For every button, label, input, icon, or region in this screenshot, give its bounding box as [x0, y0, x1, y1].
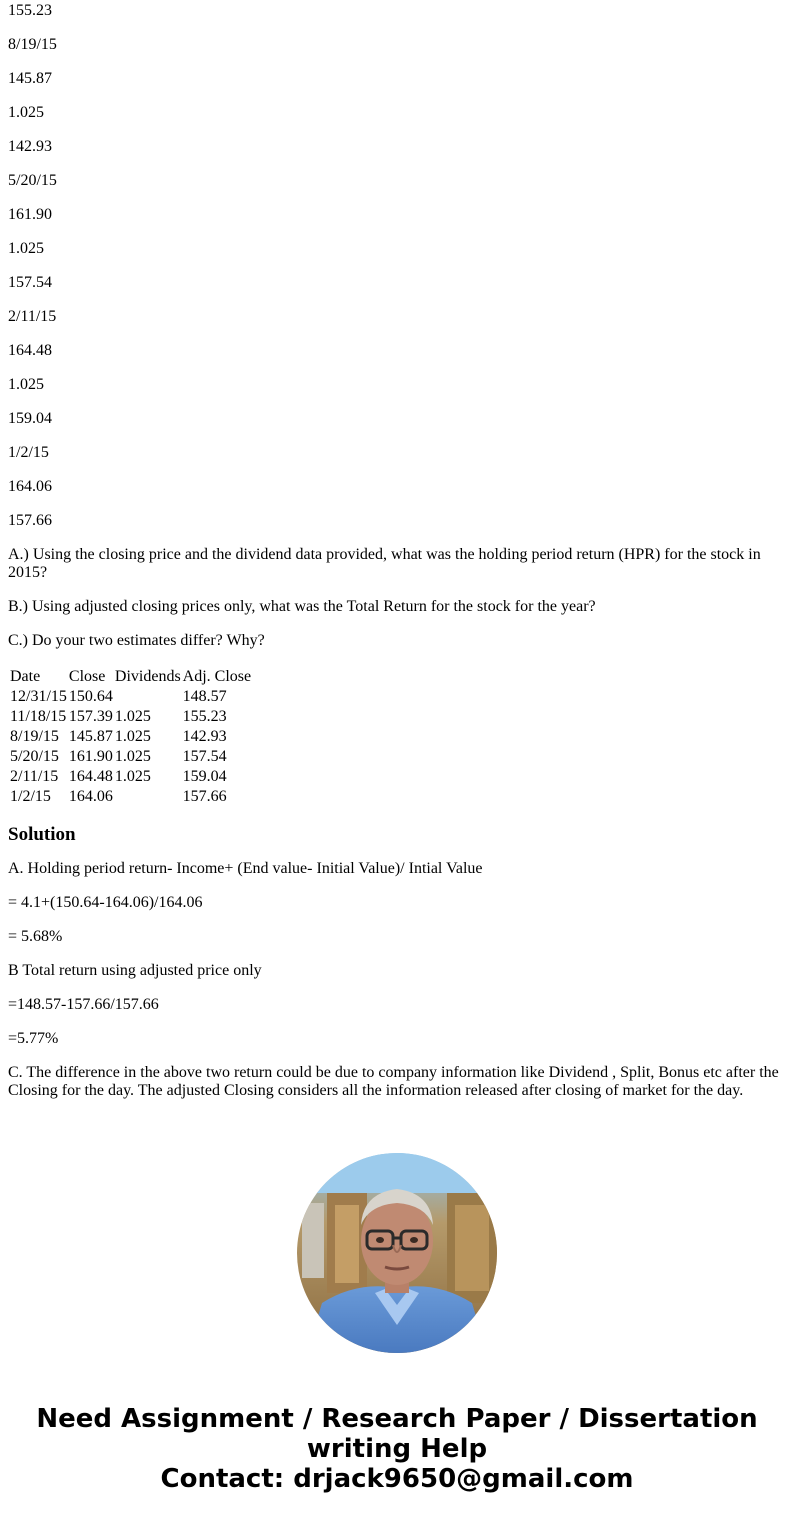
cell-date: 2/11/15 [10, 768, 59, 785]
table-row [10, 728, 251, 746]
question-c: C.) Do your two estimates differ? Why? [8, 632, 265, 649]
value-line: 2/11/15 [8, 308, 57, 325]
cell-adj-close: 157.54 [182, 748, 227, 765]
value-line: 164.06 [8, 478, 52, 495]
promo-banner [0, 1404, 794, 1494]
cell-close: 157.39 [68, 708, 113, 725]
promo-line-2: writing Help [306, 1434, 488, 1464]
value-line: 155.23 [8, 2, 52, 19]
solution-line: =5.77% [8, 1030, 59, 1047]
table-row [10, 788, 251, 806]
question-a: A.) Using the closing price and the dividend data provided, what was the holding period return (HPR) for the stock in 2015? [8, 546, 761, 581]
table-row [10, 708, 251, 726]
column-header-adj-close: Adj. Close [182, 668, 252, 685]
cell-adj-close: 157.66 [182, 788, 227, 805]
cell-close: 164.06 [68, 788, 113, 805]
solution-line: =148.57-157.66/157.66 [8, 996, 159, 1013]
column-header-date: Date [10, 668, 41, 685]
cell-close: 161.90 [68, 748, 113, 765]
column-header-dividends: Dividends [114, 668, 181, 685]
solution-heading: Solution [8, 824, 76, 845]
cell-dividends: 1.025 [114, 728, 151, 745]
value-line: 1.025 [8, 376, 44, 393]
cell-close: 150.64 [68, 688, 113, 705]
value-line: 142.93 [8, 138, 52, 155]
value-line: 145.87 [8, 70, 52, 87]
cell-date: 8/19/15 [10, 728, 59, 745]
cell-dividends: 1.025 [114, 768, 151, 785]
table-header-row [10, 668, 251, 686]
question-b: B.) Using adjusted closing prices only, what was the Total Return for the stock for the year? [8, 598, 596, 615]
cell-adj-close: 155.23 [182, 708, 227, 725]
cell-adj-close: 142.93 [182, 728, 227, 745]
author-portrait-image [297, 1153, 497, 1353]
value-line: 8/19/15 [8, 36, 57, 53]
table-row [10, 768, 251, 786]
table-row [10, 688, 251, 706]
author-avatar [297, 1153, 497, 1353]
table-row [10, 748, 251, 766]
value-line: 1.025 [8, 104, 44, 121]
value-line: 1.025 [8, 240, 44, 257]
cell-dividends [115, 688, 181, 706]
solution-line: C. The difference in the above two return could be due to company information like Dividend , Split, Bonus etc after the Closing for the day. The adjusted Closing considers all the information released after closing of market for the day. [8, 1064, 779, 1099]
values-list [8, 2, 786, 530]
solution-line: = 4.1+(150.64-164.06)/164.06 [8, 894, 203, 911]
solution-line: = 5.68% [8, 928, 63, 945]
cell-close: 164.48 [68, 768, 113, 785]
cell-dividends: 1.025 [114, 708, 151, 725]
cell-dividends: 1.025 [114, 748, 151, 765]
cell-adj-close: 159.04 [182, 768, 227, 785]
value-line: 161.90 [8, 206, 52, 223]
stock-data-table [8, 666, 253, 808]
cell-date: 1/2/15 [10, 788, 51, 805]
value-line: 1/2/15 [8, 444, 49, 461]
solution-line: B Total return using adjusted price only [8, 962, 262, 979]
cell-date: 11/18/15 [10, 708, 67, 725]
solution-line: A. Holding period return- Income+ (End value- Initial Value)/ Intial Value [8, 860, 483, 877]
value-line: 159.04 [8, 410, 52, 427]
cell-dividends [115, 788, 181, 806]
value-line: 157.54 [8, 274, 52, 291]
column-header-close: Close [68, 668, 106, 685]
cell-adj-close: 148.57 [182, 688, 227, 705]
value-line: 164.48 [8, 342, 52, 359]
cell-close: 145.87 [68, 728, 113, 745]
value-line: 5/20/15 [8, 172, 57, 189]
promo-contact: Contact: drjack9650@gmail.com [160, 1464, 634, 1494]
promo-line-1: Need Assignment / Research Paper / Dissertation [36, 1404, 758, 1434]
cell-date: 12/31/15 [10, 688, 67, 705]
cell-date: 5/20/15 [10, 748, 59, 765]
value-line: 157.66 [8, 512, 52, 529]
document-body [8, 0, 786, 1116]
